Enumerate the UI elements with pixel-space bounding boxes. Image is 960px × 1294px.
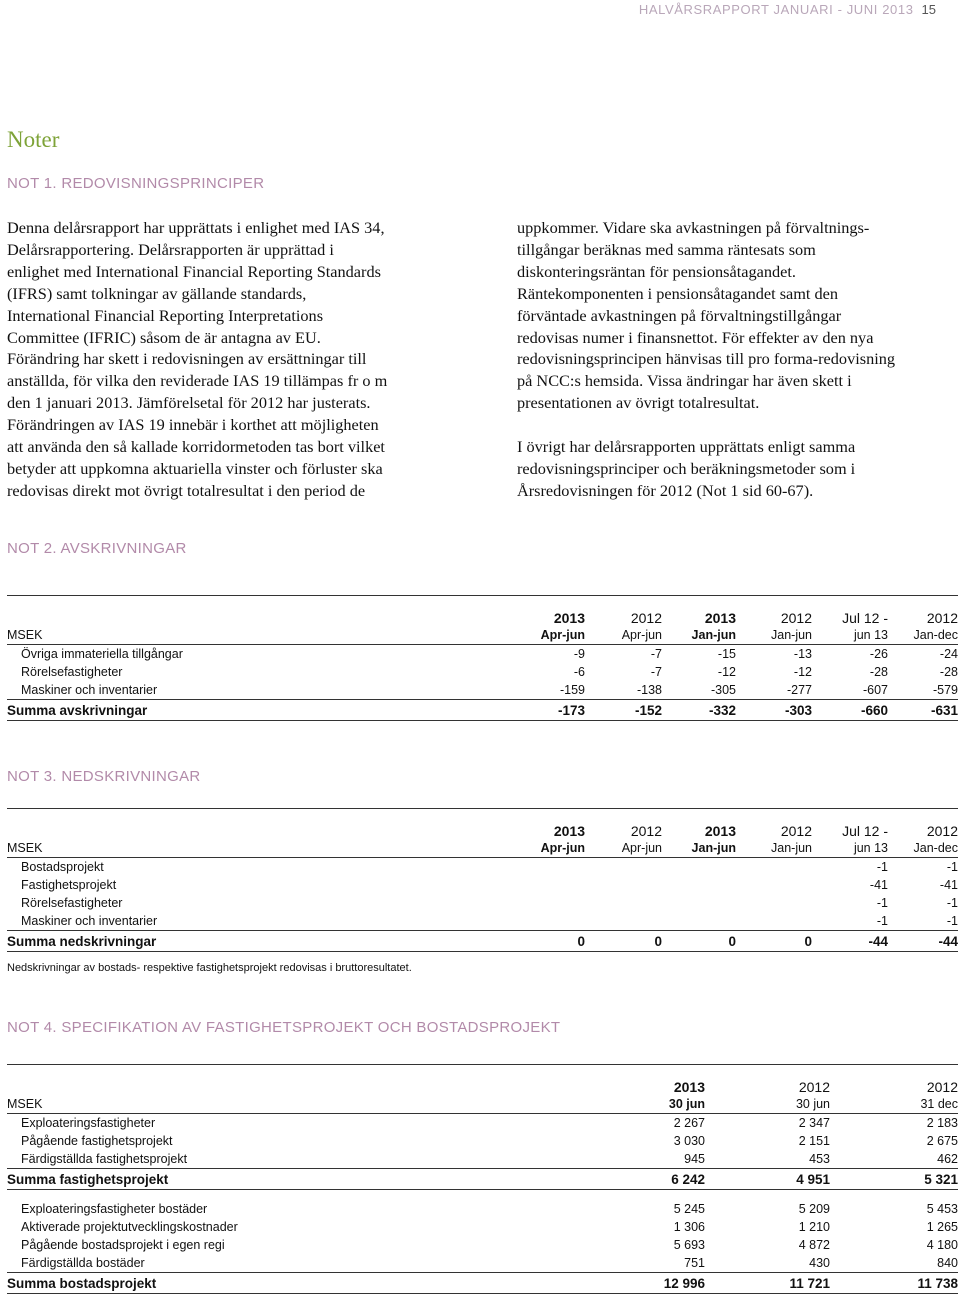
table-period-header <box>7 626 958 645</box>
spacer-cell <box>585 596 662 605</box>
row-value: -7 <box>650 647 662 661</box>
table-year-header <box>7 604 958 626</box>
total-value: -303 <box>736 700 812 721</box>
row-label: Rörelsefastigheter <box>21 896 123 910</box>
table-row <box>7 645 958 664</box>
spacer-cell <box>830 1065 958 1074</box>
row-value: -41 <box>869 878 888 892</box>
row-value: -12 <box>793 665 812 679</box>
column-period: Apr-jun <box>435 839 585 858</box>
row-value: 2 151 <box>798 1134 830 1148</box>
total-value: -660 <box>812 700 888 721</box>
note4-heading: NOT 4. SPECIFIKATION AV FASTIGHETSPROJEKT OCH BOSTADSPROJEKT <box>7 1019 561 1036</box>
unit-label: MSEK <box>7 1095 527 1114</box>
unit-label: MSEK <box>7 839 435 858</box>
spacer-cell <box>888 809 958 818</box>
row-label: Exploateringsfastigheter bostäder <box>21 1202 208 1216</box>
note4-table <box>7 1064 958 1294</box>
row-value <box>662 912 736 931</box>
text-line: tillgångar beräknas med samma räntesats som <box>517 239 816 259</box>
spacer-cell <box>888 596 958 605</box>
text-line: förväntade avkastningen på förvaltningstillgångar <box>517 305 842 325</box>
text-line: I övrigt har delårsrapporten upprättats enligt samma <box>517 437 856 457</box>
text-line: på NCC:s hemsida. Vissa ändringar har även skett i <box>517 371 852 391</box>
row-label: Aktiverade projektutvecklingskostnader <box>21 1220 238 1234</box>
table-period-header <box>7 1095 958 1114</box>
text-line: presentationen av övrigt totalresultat. <box>517 393 760 413</box>
row-label: Pågående bostadsprojekt i egen regi <box>21 1238 225 1252</box>
table-row <box>7 681 958 700</box>
spacer-cell <box>7 1190 527 1201</box>
row-value: 453 <box>809 1152 830 1166</box>
table-total-row <box>7 1169 958 1190</box>
column-year: 2013 <box>553 823 585 839</box>
column-year: 2012 <box>630 610 662 626</box>
table-row <box>7 858 958 877</box>
total-value: 5 321 <box>830 1169 958 1190</box>
row-value: 4 180 <box>926 1238 958 1252</box>
running-header <box>639 2 936 17</box>
spacer-cell <box>435 809 585 818</box>
total-value: -332 <box>662 700 736 721</box>
spacer-cell <box>7 809 435 818</box>
text-line <box>517 414 957 436</box>
spacer-cell <box>527 1065 705 1074</box>
column-period: Apr-jun <box>435 626 585 645</box>
text-line: betyder att uppkomna aktuariella vinster och förluster ska <box>7 458 383 478</box>
row-value: -1 <box>946 896 958 910</box>
column-period: Jan-dec <box>888 839 958 858</box>
row-value: -12 <box>717 665 736 679</box>
text-line: Förändring har skett i redovisningen av ersättningar till <box>7 349 367 369</box>
text-line: uppkommer. Vidare ska avkastningen på förvaltnings- <box>517 218 870 237</box>
text-line: Committee (IFRIC) såsom de är antagna av EU. <box>7 327 321 347</box>
row-value: -7 <box>650 665 662 679</box>
row-value: -28 <box>939 665 958 679</box>
table-year-header <box>7 817 958 839</box>
row-value <box>435 876 585 894</box>
row-value: 5 209 <box>798 1202 830 1216</box>
row-value: -9 <box>573 647 585 661</box>
table-row <box>7 894 958 912</box>
text-line: Delårsrapportering. Delårsrapporten är upprättad i <box>7 239 334 259</box>
note3-footnote: Nedskrivningar av bostads- respektive fastighetsprojekt redovisas i bruttoresultatet. <box>7 962 412 974</box>
row-value: 945 <box>684 1152 705 1166</box>
header-spacer <box>7 817 435 839</box>
running-title: HALVÅRSRAPPORT JANUARI - JUNI 2013 <box>638 2 914 17</box>
column-year: 2013 <box>673 1079 705 1095</box>
table-row <box>7 1150 958 1169</box>
row-label: Rörelsefastigheter <box>21 665 123 679</box>
row-value: -138 <box>636 683 662 697</box>
row-value: 2 675 <box>926 1134 958 1148</box>
column-period: 31 dec <box>830 1095 958 1114</box>
text-line: Årsredovisningen för 2012 (Not 1 sid 60-67). <box>517 480 814 500</box>
spacer-cell <box>7 1065 527 1074</box>
text-line: diskonteringsräntan för pensionsåtagandet. <box>517 261 796 281</box>
row-label: Pågående fastighetsprojekt <box>21 1134 173 1148</box>
spacer-cell <box>736 596 812 605</box>
text-line: (IFRS) samt tolkningar av gällande standards, <box>7 283 307 303</box>
spacer-cell <box>812 596 888 605</box>
column-year: 2013 <box>704 823 736 839</box>
table-row <box>7 1132 958 1150</box>
row-value: -28 <box>869 665 888 679</box>
table-row <box>7 1200 958 1218</box>
row-value <box>585 912 662 931</box>
row-value: 5 245 <box>673 1202 705 1216</box>
row-value: 462 <box>937 1152 958 1166</box>
total-value: 0 <box>585 931 662 952</box>
column-period: Apr-jun <box>585 839 662 858</box>
note3-heading: NOT 3. NEDSKRIVNINGAR <box>7 768 201 785</box>
row-value: -1 <box>946 860 958 874</box>
row-value: -15 <box>717 647 736 661</box>
header-spacer <box>7 1073 527 1095</box>
column-year: 2013 <box>553 610 585 626</box>
text-line: Förändringen av IAS 19 innebär i korthet att möjligheten <box>7 415 379 435</box>
total-value: 0 <box>736 931 812 952</box>
row-value: 3 030 <box>673 1134 705 1148</box>
column-year: 2012 <box>630 823 662 839</box>
column-year: Jul 12 - <box>842 823 888 839</box>
total-value: -152 <box>585 700 662 721</box>
spacer-cell <box>7 596 435 605</box>
total-value: -173 <box>435 700 585 721</box>
row-value: -41 <box>939 878 958 892</box>
header-spacer <box>7 604 435 626</box>
text-line: den 1 januari 2013. Jämförelsetal för 2012 har justerats. <box>7 393 371 413</box>
row-value: -305 <box>710 683 736 697</box>
row-value <box>736 894 812 912</box>
row-value: -579 <box>932 683 958 697</box>
table-total-row <box>7 700 958 721</box>
column-year: 2012 <box>780 823 812 839</box>
spacer-cell <box>736 809 812 818</box>
spacer-cell <box>527 1190 705 1201</box>
table-total-row <box>7 1273 958 1294</box>
row-value <box>662 858 736 877</box>
table-row <box>7 876 958 894</box>
spacer-cell <box>435 596 585 605</box>
column-period: 30 jun <box>705 1095 830 1114</box>
row-value: 1 265 <box>926 1220 958 1234</box>
column-year: 2012 <box>926 1079 958 1095</box>
row-value: -6 <box>573 665 585 679</box>
row-label: Maskiner och inventarier <box>21 683 158 697</box>
spacer-cell <box>812 809 888 818</box>
column-year: 2012 <box>798 1079 830 1095</box>
spacer-cell <box>585 809 662 818</box>
column-year: Jul 12 - <box>842 610 888 626</box>
row-value <box>736 876 812 894</box>
row-label: Maskiner och inventarier <box>21 914 158 928</box>
note3-table <box>7 808 958 952</box>
text-line: redovisas numer i finansnettot. För effekter av den nya <box>517 327 874 347</box>
table-period-header <box>7 839 958 858</box>
row-label: Färdigställda bostäder <box>21 1256 145 1270</box>
table-row <box>7 1218 958 1236</box>
row-value: 2 267 <box>673 1116 705 1130</box>
column-period: 30 jun <box>527 1095 705 1114</box>
row-value <box>585 894 662 912</box>
note1-right-column <box>517 217 957 502</box>
column-period: Jan-jun <box>662 839 736 858</box>
spacer-cell <box>705 1065 830 1074</box>
text-line: enlighet med International Financial Reporting Standards <box>7 261 381 281</box>
text-line: Denna delårsrapport har upprättats i enlighet med IAS 34, <box>7 218 385 237</box>
total-value: 11 721 <box>705 1273 830 1294</box>
text-line: anställda, för vilka den reviderade IAS 19 tillämpas fr o m <box>7 371 388 391</box>
row-value: 751 <box>684 1256 705 1270</box>
total-label: Summa bostadsprojekt <box>7 1273 527 1294</box>
table-top-rule <box>7 596 958 605</box>
unit-label: MSEK <box>7 626 435 645</box>
text-line: redovisningsprinciper och beräkningsmetoder som i <box>517 458 856 478</box>
row-value: 1 306 <box>673 1220 705 1234</box>
total-value: 6 242 <box>527 1169 705 1190</box>
table-row <box>7 1254 958 1273</box>
note2-heading: NOT 2. AVSKRIVNINGAR <box>7 540 187 557</box>
text-line: International Financial Reporting Interpretations <box>7 305 324 325</box>
spacer-cell <box>662 596 736 605</box>
column-year: 2012 <box>780 610 812 626</box>
column-period: jun 13 <box>812 839 888 858</box>
row-value: 2 347 <box>798 1116 830 1130</box>
total-value: -631 <box>888 700 958 721</box>
spacer-cell <box>662 809 736 818</box>
row-value <box>736 858 812 877</box>
text-line: Räntekomponenten i pensionsåtagandet samt den <box>517 283 839 303</box>
column-year: 2013 <box>704 610 736 626</box>
row-value <box>435 858 585 877</box>
row-value: -607 <box>862 683 888 697</box>
column-year: 2012 <box>926 610 958 626</box>
row-value <box>736 912 812 931</box>
row-value <box>585 858 662 877</box>
row-value <box>662 894 736 912</box>
table-year-header <box>7 1073 958 1095</box>
table-row <box>7 912 958 931</box>
row-value: -1 <box>946 914 958 928</box>
page-title: Noter <box>7 127 60 152</box>
row-value: 1 210 <box>798 1220 830 1234</box>
table-top-rule <box>7 1065 958 1074</box>
row-value: -1 <box>876 896 888 910</box>
total-value: 4 951 <box>705 1169 830 1190</box>
text-line: att använda den så kallade korridormetoden tas bort vilket <box>7 437 385 457</box>
column-period: Jan-dec <box>888 626 958 645</box>
column-period: Jan-jun <box>736 626 812 645</box>
row-label: Bostadsprojekt <box>21 860 104 874</box>
column-period: Jan-jun <box>736 839 812 858</box>
row-value: 430 <box>809 1256 830 1270</box>
total-value: 0 <box>662 931 736 952</box>
row-value: -26 <box>869 647 888 661</box>
total-value: 12 996 <box>527 1273 705 1294</box>
row-value: 5 453 <box>926 1202 958 1216</box>
column-period: Apr-jun <box>585 626 662 645</box>
row-value: 4 872 <box>798 1238 830 1252</box>
table-top-rule <box>7 809 958 818</box>
column-year: 2012 <box>926 823 958 839</box>
note1-left-column <box>7 217 477 502</box>
row-value <box>585 876 662 894</box>
row-value: 2 183 <box>926 1116 958 1130</box>
row-label: Övriga immateriella tillgångar <box>21 647 183 661</box>
row-value: 840 <box>937 1256 958 1270</box>
spacer-cell <box>830 1190 958 1201</box>
note1-heading: NOT 1. REDOVISNINGSPRINCIPER <box>7 175 265 192</box>
row-value: -24 <box>939 647 958 661</box>
table-row <box>7 663 958 681</box>
row-label: Färdigställda fastighetsprojekt <box>21 1152 188 1166</box>
total-label: Summa avskrivningar <box>7 700 435 721</box>
column-period: Jan-jun <box>662 626 736 645</box>
total-value: 0 <box>435 931 585 952</box>
total-label: Summa nedskrivningar <box>7 931 435 952</box>
row-value: -13 <box>793 647 812 661</box>
column-period: jun 13 <box>812 626 888 645</box>
table-row <box>7 1236 958 1254</box>
total-value: -44 <box>812 931 888 952</box>
row-value: -159 <box>559 683 585 697</box>
total-value: 11 738 <box>830 1273 958 1294</box>
row-value <box>435 912 585 931</box>
row-label: Fastighetsprojekt <box>21 878 117 892</box>
page-number: 15 <box>921 2 936 17</box>
spacer-cell <box>705 1190 830 1201</box>
text-line: redovisas direkt mot övrigt totalresultat i den period de <box>7 480 366 500</box>
row-value <box>662 876 736 894</box>
table-total-row <box>7 931 958 952</box>
total-value: -44 <box>888 931 958 952</box>
row-value: -1 <box>876 914 888 928</box>
row-label: Exploateringsfastigheter <box>21 1116 156 1130</box>
note2-table <box>7 595 958 721</box>
text-line: redovisningsprincipen hänvisas till pro forma-redovisning <box>517 349 896 369</box>
row-value: 5 693 <box>673 1238 705 1252</box>
row-value: -1 <box>876 860 888 874</box>
table-gap <box>7 1190 958 1201</box>
total-label: Summa fastighetsprojekt <box>7 1169 527 1190</box>
row-value <box>435 894 585 912</box>
row-value: -277 <box>786 683 812 697</box>
table-row <box>7 1114 958 1133</box>
